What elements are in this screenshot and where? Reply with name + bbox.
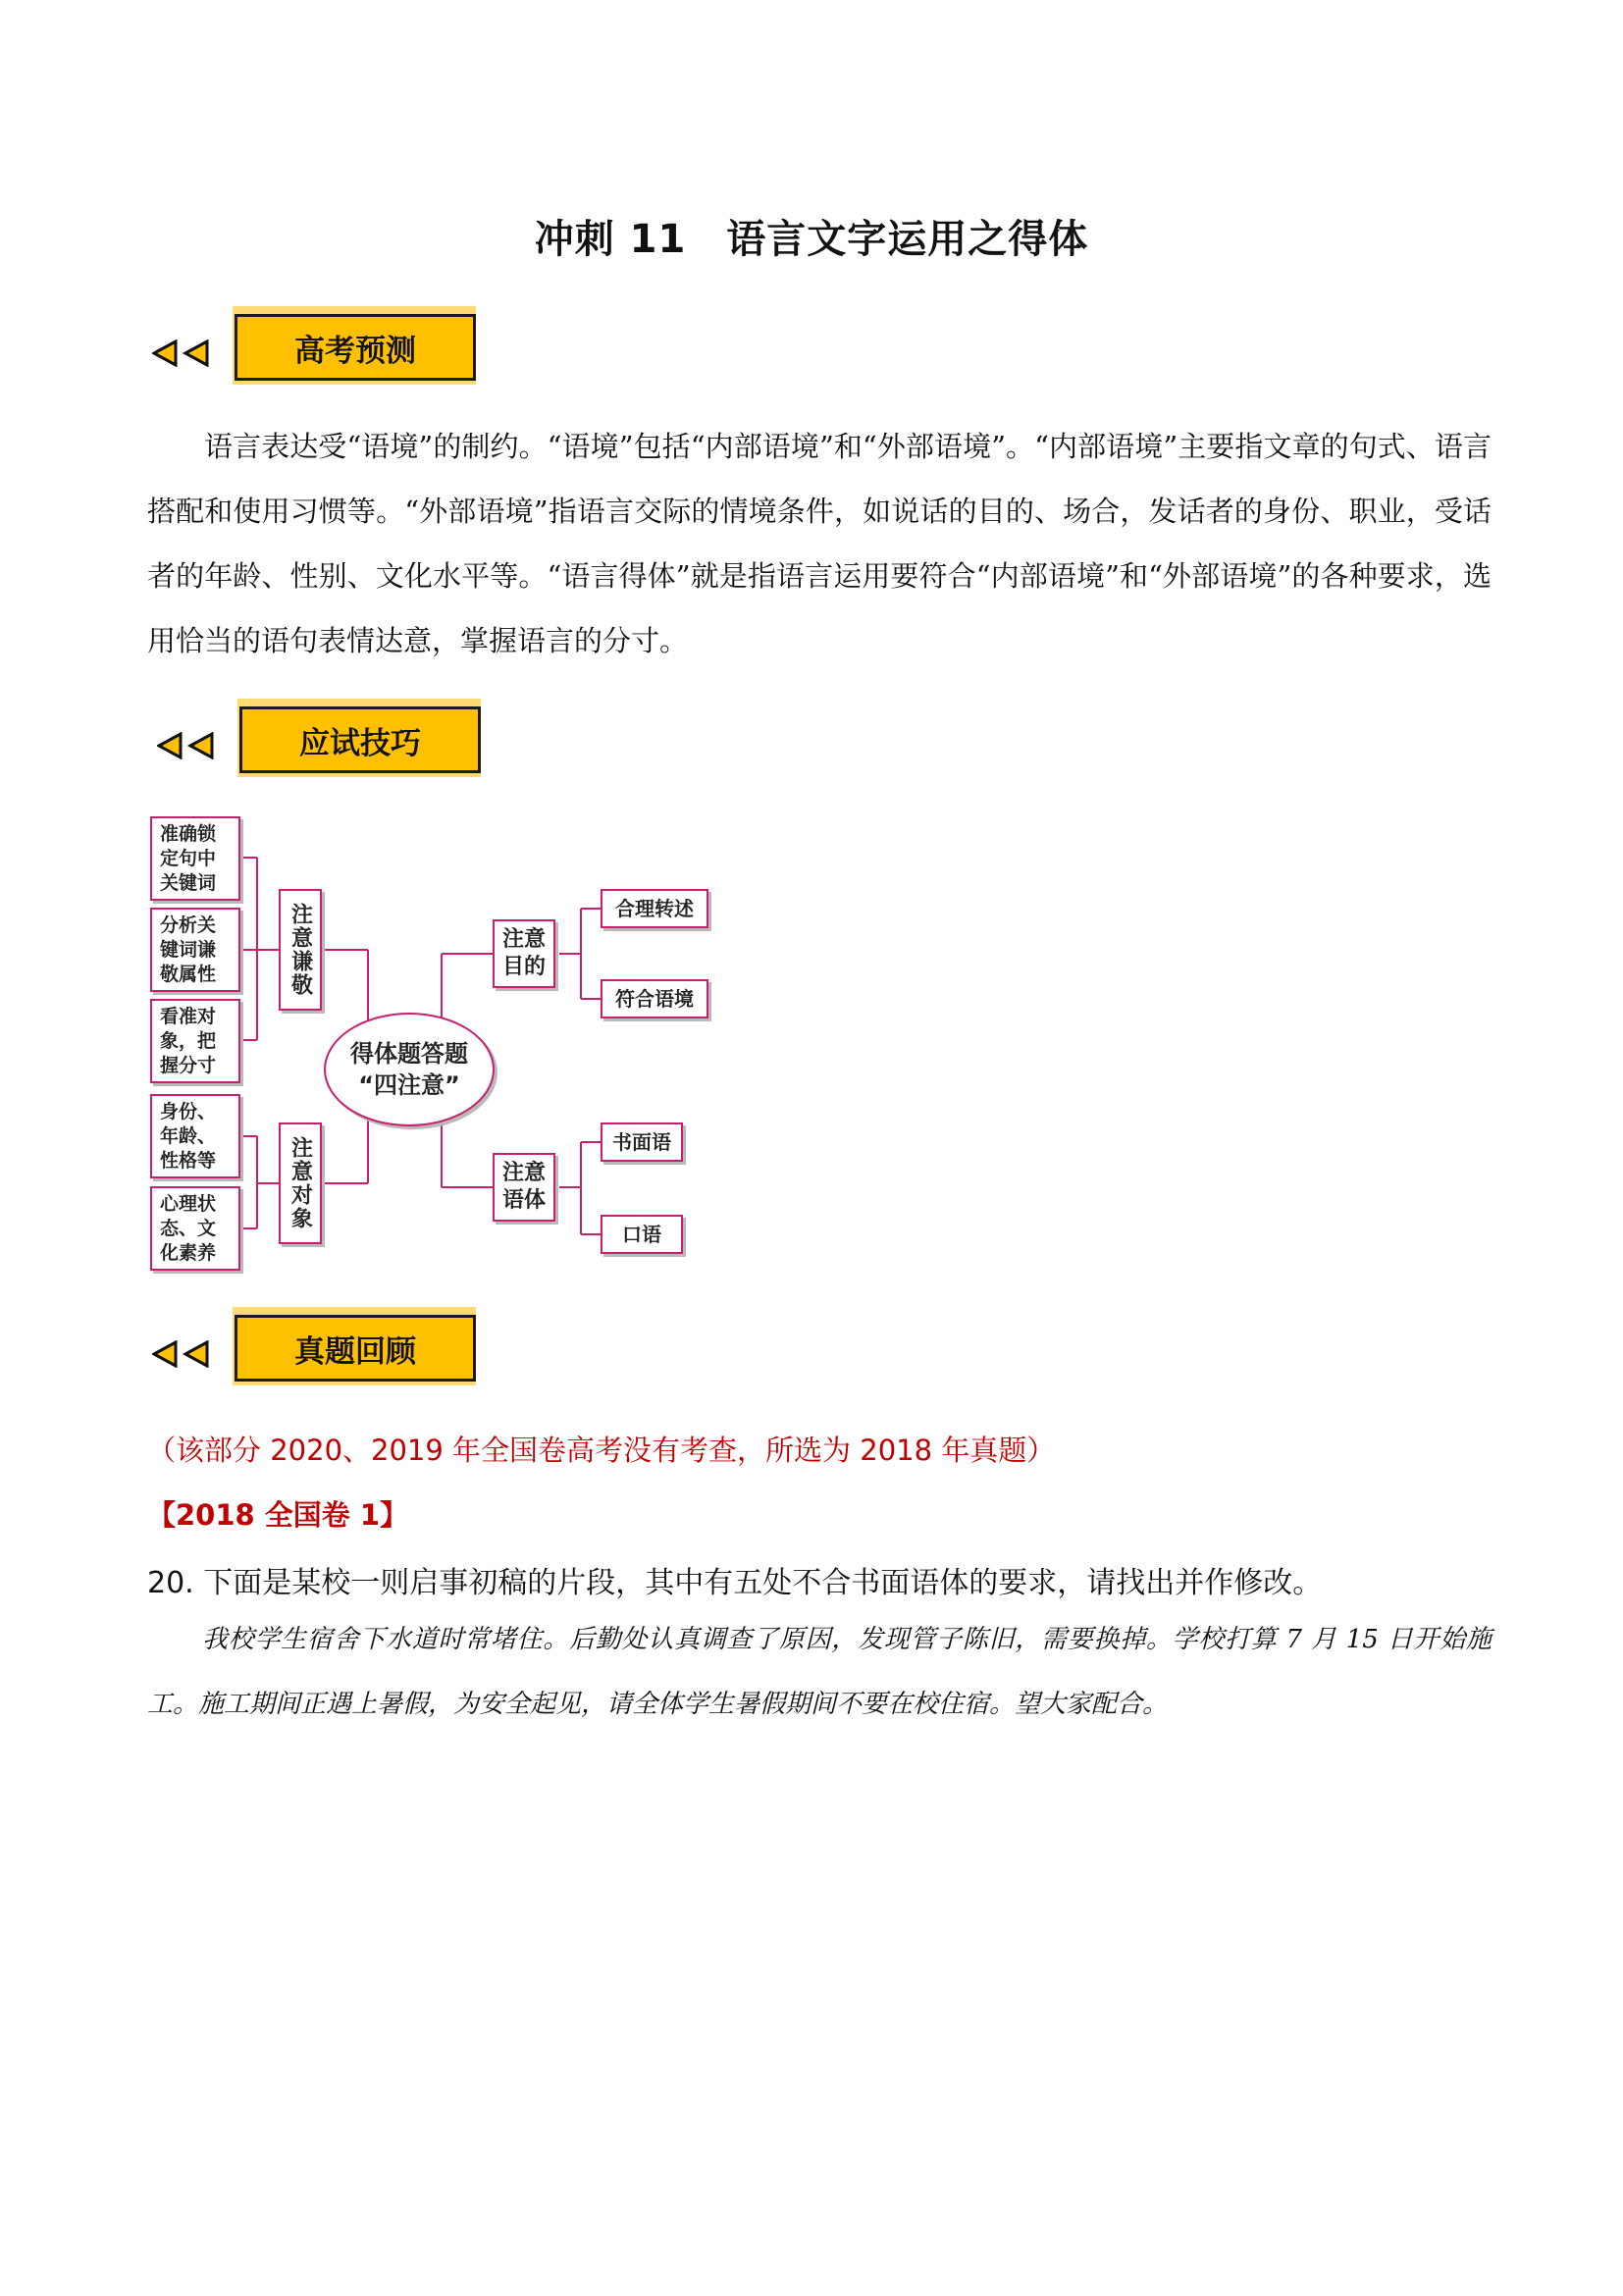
double-left-arrow-icon <box>152 339 213 367</box>
page-title: 冲刺 11 语言文字运用之得体 <box>534 217 1089 262</box>
mindmap-center-line1: 得体题答题 <box>350 1040 468 1068</box>
mindmap-leaf-left: 心理状态、文化素养 <box>150 1186 240 1271</box>
mindmap-leaf-right: 口语 <box>601 1215 683 1254</box>
review-source: 【2018 全国卷 1】 <box>147 1498 409 1532</box>
mindmap-leaf-right: 书面语 <box>601 1122 683 1162</box>
mindmap-leaf-left: 身份、年龄、性格等 <box>150 1094 240 1178</box>
mindmap-leaf-left: 看准对象，把握分寸 <box>150 999 240 1083</box>
section-title-review: 真题回顾 <box>235 1315 476 1382</box>
mindmap-branch-register: 注意语体 <box>493 1153 555 1222</box>
mindmap-center <box>324 1013 495 1126</box>
double-left-arrow-icon <box>152 1340 213 1368</box>
section-header-forecast <box>152 302 505 410</box>
mindmap-leaf-left: 准确锁定句中关键词 <box>150 816 240 901</box>
question-text: 20. 下面是某校一则启事初稿的片段，其中有五处不合书面语体的要求，请找出并作修改。 <box>147 1566 1323 1600</box>
review-note: （该部分 2020、2019 年全国卷高考没有考查，所选为 2018 年真题） <box>147 1434 1056 1467</box>
mindmap <box>147 812 726 1279</box>
double-left-arrow-icon <box>157 732 218 759</box>
section-title-skills: 应试技巧 <box>239 706 481 773</box>
mindmap-branch-purpose: 注意目的 <box>493 919 555 988</box>
section-title-forecast: 高考预测 <box>235 314 476 381</box>
mindmap-branch-modesty: 注意谦敬 <box>279 889 322 1011</box>
mindmap-center-line2: “四注意” <box>358 1071 460 1099</box>
question-passage: 我校学生宿舍下水道时常堵住。后勤处认真调查了原因，发现管子陈旧，需要换掉。学校打算 7 月 15 日开始施工。施工期间正遇上暑假，为安全起见，请全体学生暑假期间不要在校住宿。望大家配合。 <box>147 1625 1492 1719</box>
mindmap-leaf-right: 合理转述 <box>601 889 708 928</box>
forecast-paragraph: 语言表达受“语境”的制约。“语境”包括“内部语境”和“外部语境”。“内部语境”主要指文章的句式、语言搭配和使用习惯等。“外部语境”指语言交际的情境条件，如说话的目的、场合，发话者的身份、职业，受话者的年龄、性别、文化水平等。“语言得体”就是指语言运用要符合“内部语境”和“外部语境”的各种要求，选用恰当的语句表情达意，掌握语言的分寸。 <box>147 430 1492 657</box>
section-header-skills <box>157 695 510 803</box>
mindmap-branch-audience: 注意对象 <box>279 1122 322 1244</box>
section-header-review <box>152 1303 505 1411</box>
mindmap-leaf-left: 分析关键词谦敬属性 <box>150 908 240 992</box>
mindmap-leaf-right: 符合语境 <box>601 979 708 1018</box>
